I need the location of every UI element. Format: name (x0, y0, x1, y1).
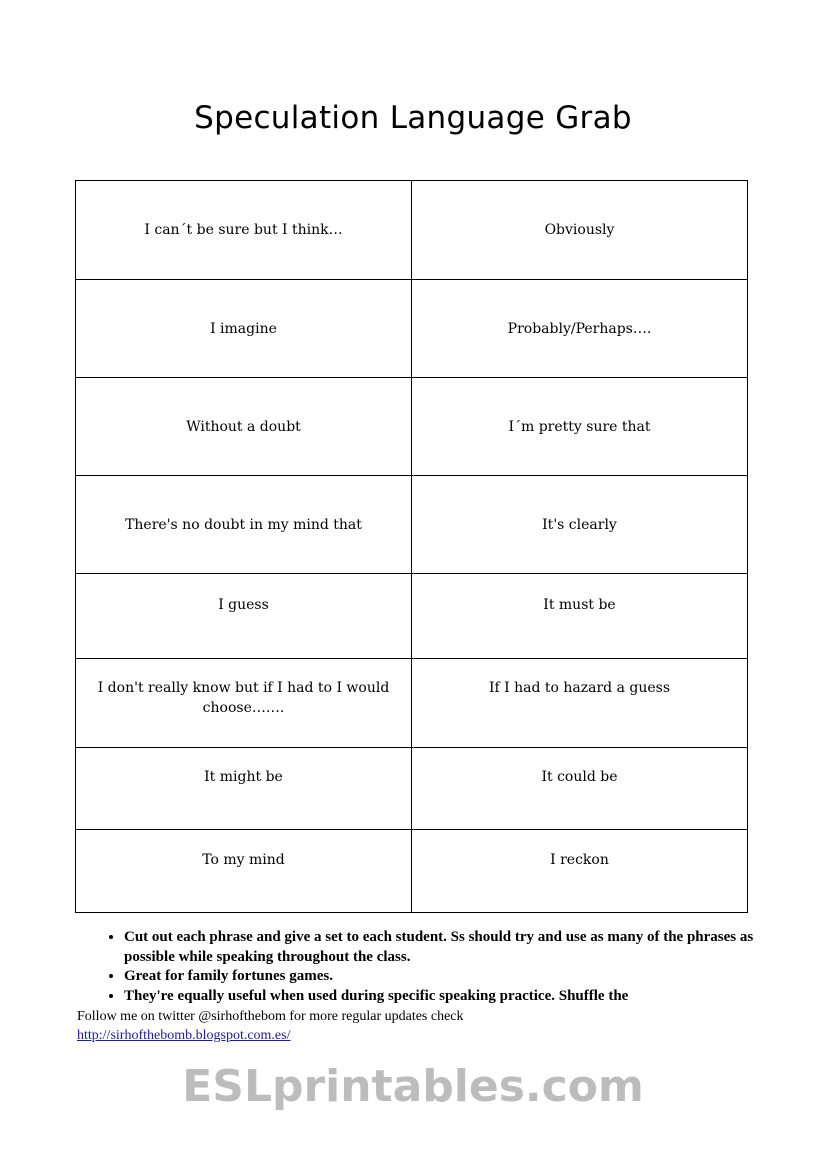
watermark: ESLprintables.com (182, 1061, 644, 1112)
instruction-item: • Cut out each phrase and give a set to each student. Ss should try and use as many of the phrases as possible while speaking throughout the class. (124, 928, 767, 967)
phrase-cell: It must be (412, 574, 748, 659)
phrase-cell: Without a doubt (76, 378, 412, 476)
below-table-section (77, 928, 767, 1115)
table-row (76, 659, 748, 748)
phrase-cell: Probably/Perhaps…. (412, 280, 748, 378)
phrase-cell: If I had to hazard a guess (412, 659, 748, 748)
phrase-table (75, 180, 748, 913)
page-title: Speculation Language Grab (194, 100, 632, 136)
phrase-cell: I´m pretty sure that (412, 378, 748, 476)
phrase-cell: I imagine (76, 280, 412, 378)
phrase-cell: There's no doubt in my mind that (76, 476, 412, 574)
table-row (76, 748, 748, 830)
table-row (76, 574, 748, 659)
table-row (76, 181, 748, 280)
phrase-cell: I guess (76, 574, 412, 659)
phrase-cell: It could be (412, 748, 748, 830)
table-row (76, 378, 748, 476)
phrase-cell: I can´t be sure but I think… (76, 181, 412, 280)
phrase-cell: It might be (76, 748, 412, 830)
phrase-cell: Obviously (412, 181, 748, 280)
table-row (76, 476, 748, 574)
instruction-item: • They're equally useful when used during specific speaking practice. Shuffle the (124, 987, 767, 1007)
phrase-cell: To my mind (76, 830, 412, 913)
phrase-cell: I reckon (412, 830, 748, 913)
footer-text: Follow me on twitter @sirhofthebom for more regular updates check (77, 1009, 464, 1024)
phrase-cell: It's clearly (412, 476, 748, 574)
phrase-cell: I don't really know but if I had to I would choose……. (76, 659, 412, 748)
instructions-list (77, 928, 767, 1006)
blog-link[interactable]: http://sirhofthebomb.blogspot.com.es/ (77, 1027, 291, 1043)
footer (77, 1008, 767, 1045)
table-row (76, 280, 748, 378)
instruction-item: • Great for family fortunes games. (124, 967, 767, 987)
table-row (76, 830, 748, 913)
